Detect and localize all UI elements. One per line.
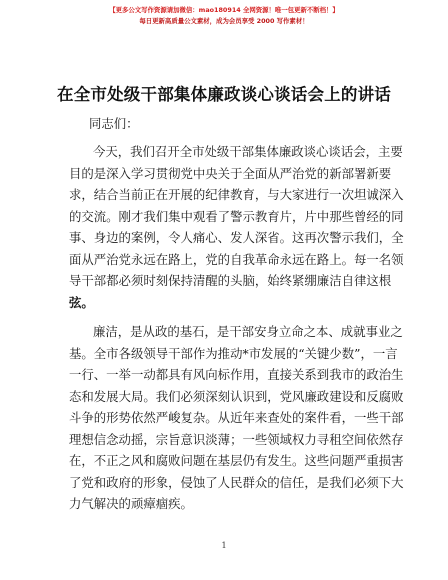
paragraph-line: 一行、一举一动都具有风向标作用，直接关系到我市的政治生 — [69, 367, 404, 382]
paragraph-line: 力气解决的顽瘴痼疾。 — [69, 496, 193, 511]
paragraph-line: 导干部都必须时刻保持清醒的头脑，始终紧绷廉洁自律这根 — [69, 273, 392, 288]
page-number: 1 — [221, 541, 227, 550]
salutation: 同志们： — [89, 116, 139, 131]
paragraph-line: 斗争的形势依然严峻复杂。从近年来查处的案件看，一些干部 — [69, 410, 404, 425]
paragraph-line: 面从严治党永远在路上，党的自我革命永远在路上。每一名领 — [69, 251, 404, 267]
paragraph-line: 求，结合当前正在开展的纪律教育，与大家进行一次坦诚深入 — [69, 187, 404, 202]
paragraph-line: 了党和政府的形象，侵蚀了人民群众的信任，是我们必须下大 — [69, 474, 404, 490]
paragraph-1 — [69, 141, 404, 313]
paragraph-line: 事、身边的案例，令人痛心、发人深省。这再次警示我们，全 — [69, 230, 404, 245]
header-banner-line-2: 每日更新高质量公文素材，成为会员享受 2000 写作素材！ — [139, 17, 309, 25]
paragraph-line: 基。全市各级领导干部作为推动*市发展的“关键少数”，一言 — [69, 345, 398, 361]
paragraph-line: 目的是深入学习贯彻党中央关于全面从严治党的新部署新要 — [69, 165, 392, 181]
paragraph-line: 弦。 — [69, 294, 94, 310]
paragraph-line: 在，不正之风和腐败问题在基层仍有发生。这些问题严重损害 — [69, 453, 404, 468]
paragraph-line: 理想信念动摇，宗旨意识淡薄；一些领域权力寻租空间依然存 — [69, 431, 404, 447]
paragraph-line: 今天，我们召开全市处级干部集体廉政谈心谈话会，主要 — [93, 144, 403, 159]
document-title: 在全市处级干部集体廉政谈心谈话会上的讲话 — [57, 85, 391, 104]
paragraph-line: 廉洁，是从政的基石，是干部安身立命之本、成就事业之 — [93, 324, 403, 339]
paragraph-line: 的交流。刚才我们集中观看了警示教育片，片中那些曾经的同 — [69, 208, 404, 224]
paragraph-line: 态和发展大局。我们必须深刻认识到，党风廉政建设和反腐败 — [69, 388, 404, 404]
paragraph-2 — [69, 321, 404, 515]
header-banner-line-1: 【更多公文写作资源请加微信：mao180914 全网资源！唯一包更新不断档！】 — [109, 6, 339, 14]
